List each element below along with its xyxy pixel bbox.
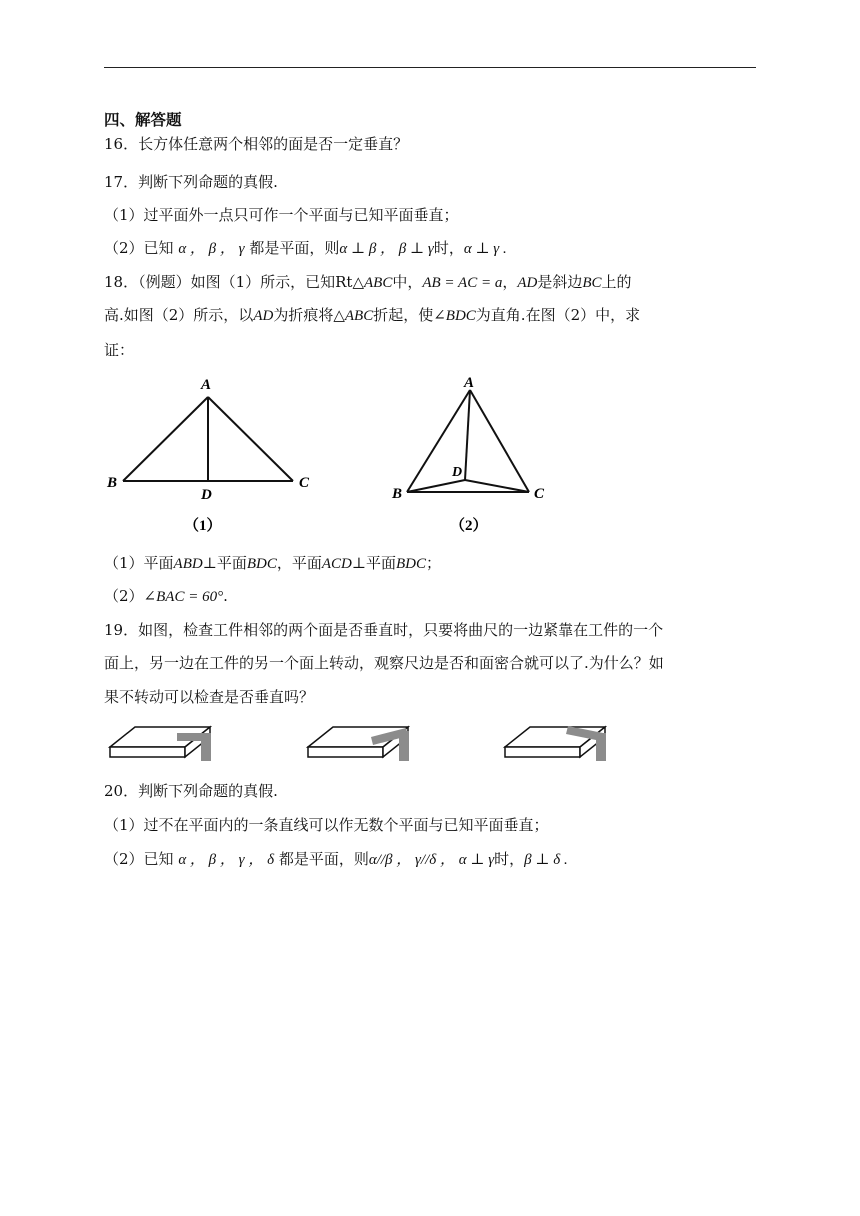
question-18-line-1: 18．（例题）如图（1）所示，已知Rt△ABC中，AB = AC = a，AD是斜边BC上的 bbox=[104, 273, 632, 291]
question-19-line-3: 果不转动可以检查是否垂直吗？ bbox=[104, 688, 315, 706]
workpiece-square-figure-1 bbox=[105, 718, 225, 768]
question-20-part-2: （2）已知 α ， β ， γ ， δ 都是平面，则α//β ， γ//δ ， α ⊥ γ时，β ⊥ δ . bbox=[104, 850, 568, 868]
workpiece-square-figure-3 bbox=[500, 718, 620, 768]
fig1-label-a: A bbox=[201, 377, 212, 393]
fig2-label-a: A bbox=[464, 375, 475, 391]
section-title: 四、解答题 bbox=[104, 111, 182, 129]
question-18-claim-1: （1）平面ABD⊥平面BDC，平面ACD⊥平面BDC； bbox=[104, 554, 441, 572]
header-rule bbox=[104, 67, 756, 68]
question-19-line-2: 面上，另一边在工件的另一个面上转动，观察尺边是否和面密合就可以了.为什么？如 bbox=[104, 654, 664, 672]
figure-1-triangle bbox=[100, 370, 330, 540]
fig1-label-c: C bbox=[299, 475, 310, 491]
question-18-line-3: 证： bbox=[104, 341, 135, 359]
question-20-part-1: （1）过不在平面内的一条直线可以作无数个平面与已知平面垂直； bbox=[104, 816, 549, 834]
fig2-label-c: C bbox=[534, 486, 545, 502]
workpiece-square-figure-2 bbox=[303, 718, 423, 768]
fig2-label-d: D bbox=[452, 465, 463, 480]
question-16: 16．长方体任意两个相邻的面是否一定垂直？ bbox=[104, 135, 409, 153]
question-17-part-2: （2）已知 α ， β ， γ 都是平面，则α ⊥ β ， β ⊥ γ时，α ⊥ γ . bbox=[104, 239, 507, 257]
question-20-stem: 20．判断下列命题的真假. bbox=[104, 782, 278, 800]
question-19-line-1: 19．如图，检查工件相邻的两个面是否垂直时，只要将曲尺的一边紧靠在工件的一个 bbox=[104, 621, 664, 639]
question-18-line-2: 高.如图（2）所示，以AD为折痕将△ABC折起，使∠BDC为直角.在图（2）中，求 bbox=[104, 306, 641, 324]
fig1-label-d: D bbox=[201, 487, 212, 503]
fig1-caption: （1） bbox=[184, 518, 222, 534]
figure-2-folded-triangle bbox=[385, 370, 565, 540]
question-18-claim-2: （2）∠BAC = 60°. bbox=[104, 587, 228, 605]
question-17-part-1: （1）过平面外一点只可作一个平面与已知平面垂直； bbox=[104, 206, 459, 224]
fig2-caption: （2） bbox=[450, 518, 488, 534]
fig2-label-b: B bbox=[392, 486, 403, 502]
question-17-stem: 17．判断下列命题的真假. bbox=[104, 173, 278, 191]
fig1-label-b: B bbox=[107, 475, 118, 491]
